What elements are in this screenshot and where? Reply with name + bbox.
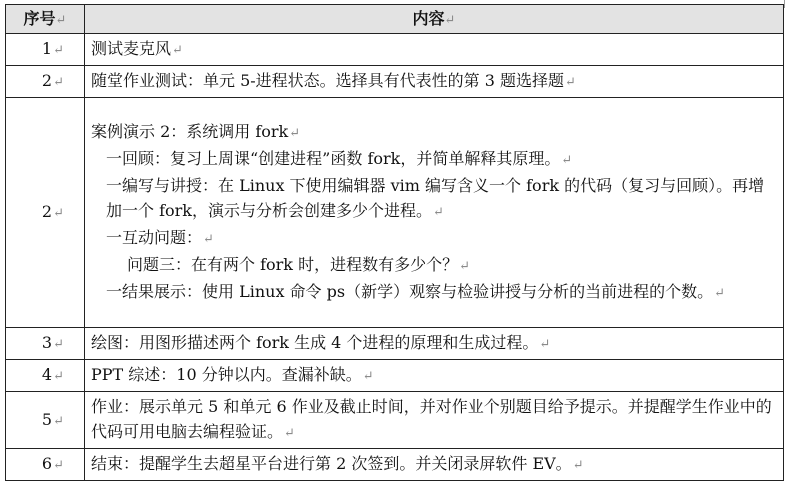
row-content: 随堂作业测试：单元 5-进程状态。选择具有代表性的第 3 题选择题↵ [85,66,784,98]
row-index: 2↵ [6,98,85,328]
row-index: 3↵ [6,328,85,360]
result-line: 一结果展示：使用 Linux 命令 ps（新学）观察与检验讲授与分析的当前进程的个数。↵ [106,282,725,301]
row-content: 测试麦克风↵ [85,34,784,66]
row-content: PPT 综述：10 分钟以内。查漏补缺。↵ [85,360,784,392]
table-row [6,392,784,449]
row-content: 绘图：用图形描述两个 fork 生成 4 个进程的原理和生成过程。↵ [85,328,784,360]
row-index: 5↵ [6,392,85,449]
row-content: 结束：提醒学生去超星平台进行第 2 次签到。并关闭录屏软件 EV。↵ [85,449,784,481]
table-row [6,98,784,328]
row-index: 1↵ [6,34,85,66]
table-row [6,34,784,66]
row-index: 2↵ [6,66,85,98]
header-index: 序号↵ [6,5,85,34]
header-content: 内容↵ [85,5,784,34]
header-row [6,5,784,34]
row-content [85,98,784,328]
row-index: 4↵ [6,360,85,392]
interactive-line: 一互动问题：↵ [106,228,214,247]
question-line: 问题三：在有两个 fork 时，进程数有多少个？↵ [127,255,470,274]
table-row [6,449,784,481]
row-content: 作业：展示单元 5 和单元 6 作业及截止时间，并对作业个别题目给予提示。并提醒学生作业中的代码可用电脑去编程验证。↵ [85,392,784,449]
window-edge [784,0,791,8]
teaching-line: 一编写与讲授：在 Linux 下使用编辑器 vim 编写含义一个 fork 的代码（复习与回顾）。再增加一个 fork，演示与分析会创建多少个进程。↵ [106,176,765,220]
row-index: 6↵ [6,449,85,481]
table-row [6,328,784,360]
table-row [6,360,784,392]
review-line: 一回顾：复习上周课“创建进程”函数 fork，并简单解释其原理。↵ [106,149,573,168]
lesson-plan-table [5,4,784,481]
table-row [6,66,784,98]
case-title: 案例演示 2：系统调用 fork↵ [91,122,301,141]
